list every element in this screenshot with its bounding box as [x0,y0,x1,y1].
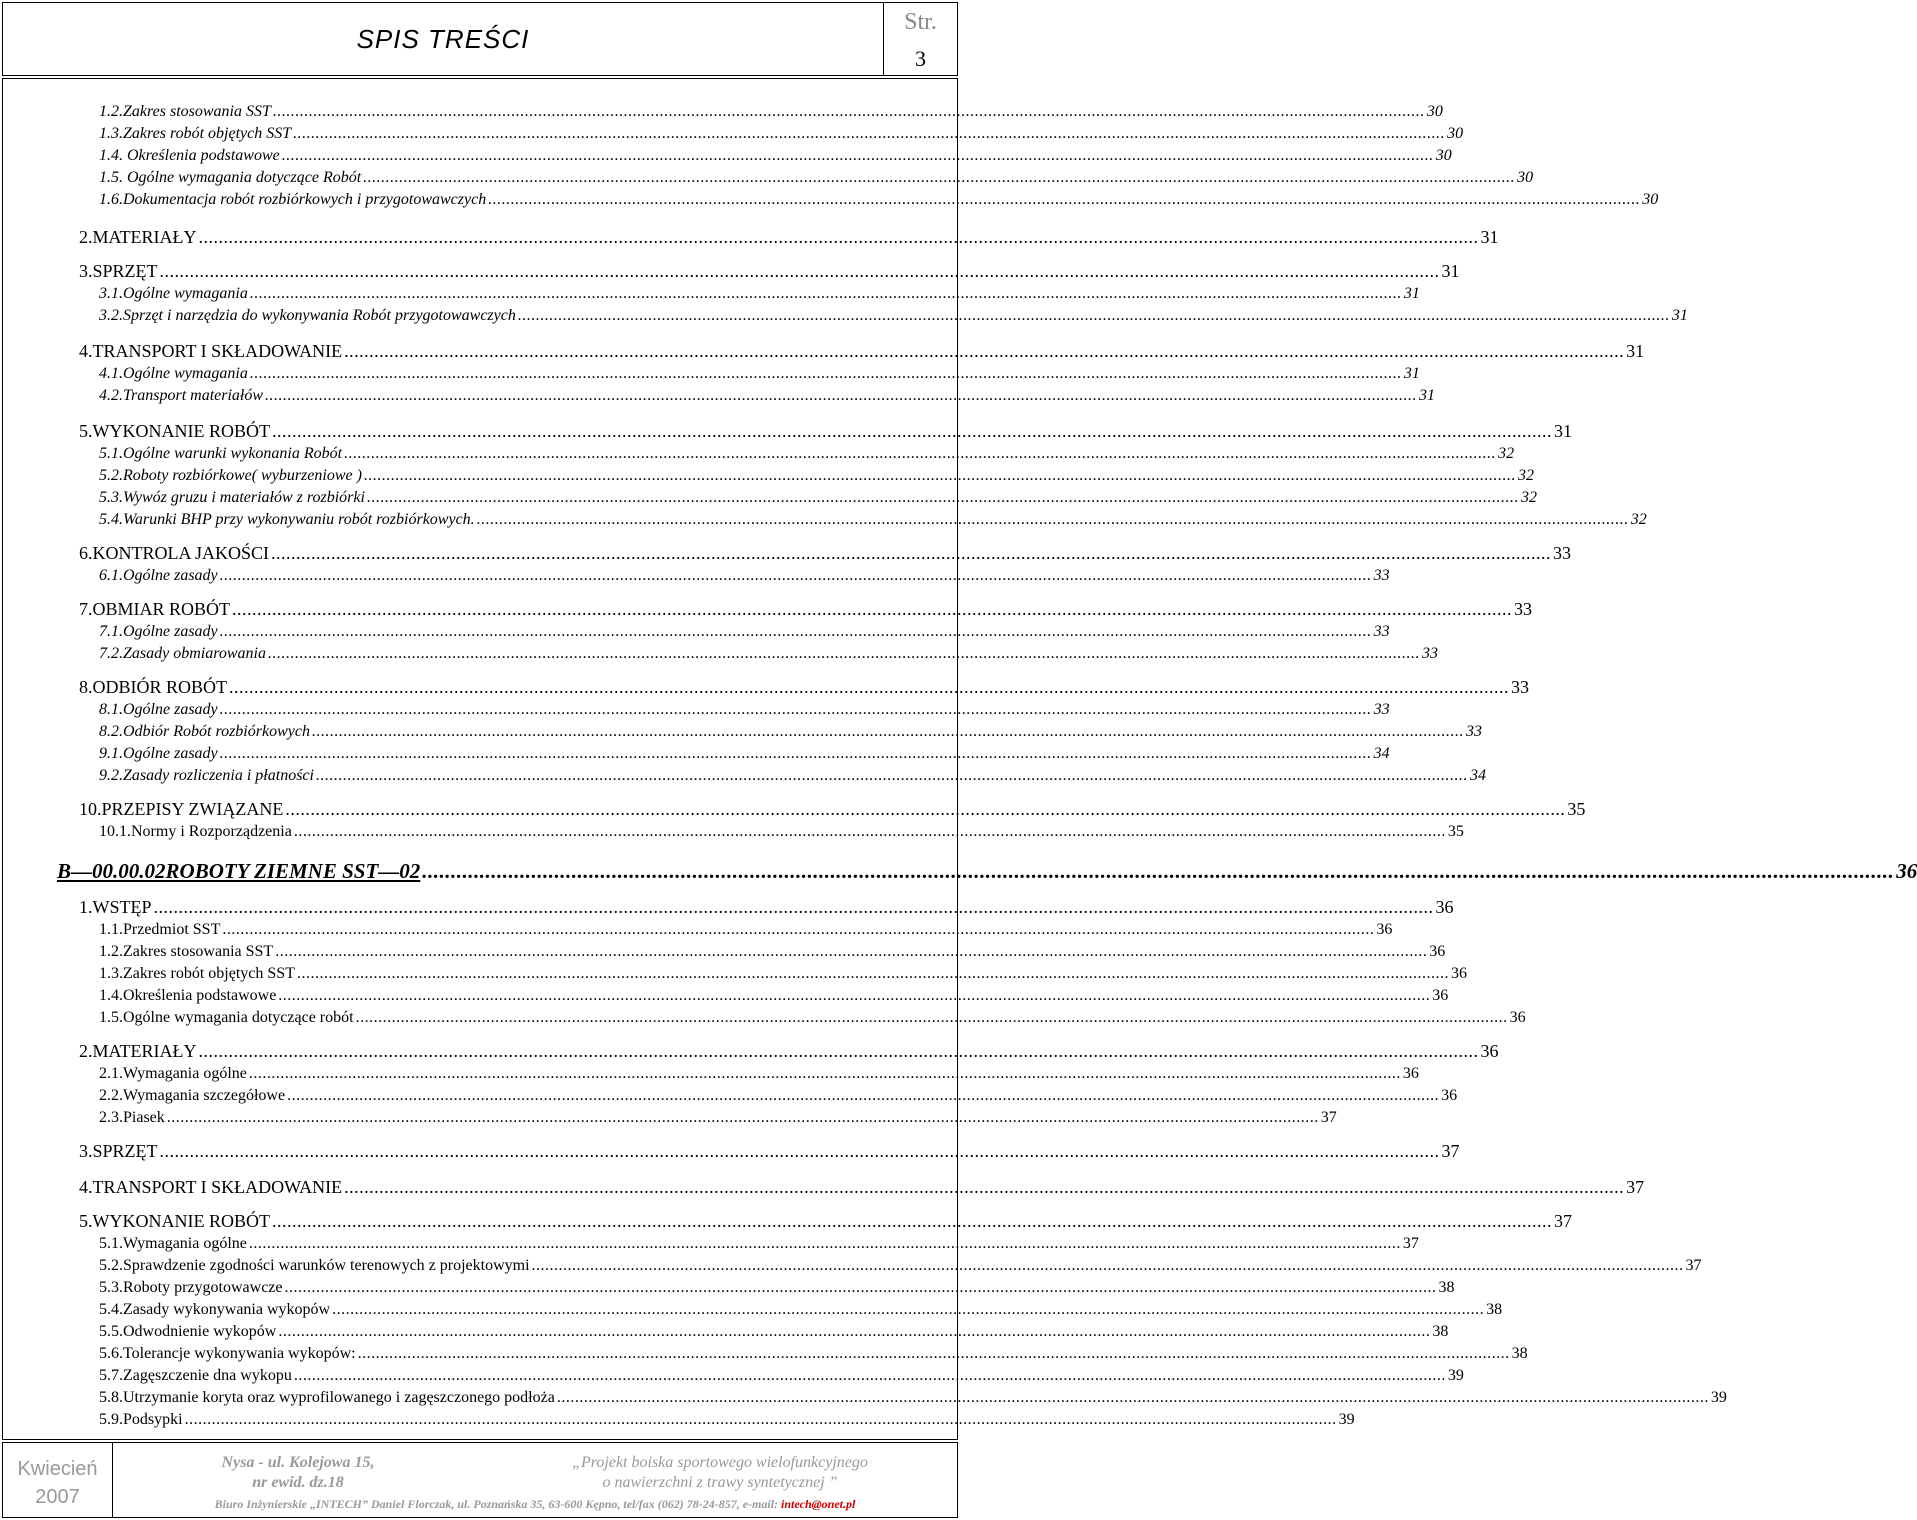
toc-entry-page: 33 [1373,623,1390,640]
toc-leader-dots [160,1141,1440,1162]
toc-leader-dots [312,723,1464,741]
toc-entry-label: 1.6.Dokumentacja robót rozbiórkowych i przygotowawczych [99,191,487,208]
document-title: SPIS TREŚCI [356,23,530,54]
toc-leader-dots [249,1235,1401,1253]
toc-entry-page: 31 [1403,365,1420,382]
toc-entry[interactable] [99,567,1390,585]
toc-entry-page: 34 [1469,767,1486,784]
page-number-cell [883,3,957,75]
toc-entry-label: 7.1.Ogólne zasady [99,623,218,640]
toc-entry-label: 4.TRANSPORT I SKŁADOWANIE [79,1177,343,1197]
toc-leader-dots [557,1389,1709,1407]
toc-entry[interactable] [99,1109,1337,1127]
toc-leader-dots [272,421,1552,442]
header-title-cell [3,3,883,75]
toc-entry[interactable] [99,1367,1464,1385]
toc-entry-page: 36 [1429,943,1446,960]
toc-entry-label: 1.3.Zakres robót objętych SST [99,965,295,982]
toc-entry-label: 4.1.Ogólne wymagania [99,365,248,382]
toc-leader-dots [278,987,1430,1005]
toc-entry-label: 6.1.Ogólne zasady [99,567,218,584]
toc-leader-dots [272,1211,1552,1232]
toc-entry-label: 2.2.Wymagania szczegółowe [99,1087,286,1104]
toc-entry-label: 6.KONTROLA JAKOŚCI [79,543,270,563]
toc-entry-label: 5.3.Roboty przygotowawcze [99,1279,283,1296]
toc-entry[interactable] [99,1345,1528,1363]
toc-entry[interactable] [99,965,1467,983]
toc-entry-page: 36 [1435,897,1454,917]
toc-entry[interactable] [99,467,1534,485]
toc-leader-dots [316,767,1468,785]
footer-email-link[interactable]: intech@onet.pl [781,1497,856,1511]
toc-leader-dots [344,1177,1624,1198]
toc-entry-page: 36 [1480,1041,1499,1061]
toc-entry-label: 9.2.Zasady rozliczenia i płatności [99,767,314,784]
toc-entry-page: 38 [1438,1279,1455,1296]
toc-entry[interactable] [99,987,1449,1005]
page-header [2,2,958,76]
toc-entry-label: 9.1.Ogólne zasady [99,745,218,762]
toc-entry-label: 1.5. Ogólne wymagania dotyczące Robót [99,169,362,186]
toc-leader-dots [287,1087,1439,1105]
toc-entry-page: 31 [1671,307,1688,324]
toc-leader-dots [293,125,1445,143]
toc-leader-dots [364,467,1516,485]
toc-leader-dots [220,567,1372,585]
toc-leader-dots [518,307,1670,325]
toc-entry[interactable] [99,1389,1727,1407]
toc-entry-page: 38 [1511,1345,1528,1362]
toc-entry-page: 33 [1421,645,1438,662]
toc-leader-dots [285,799,1565,820]
toc-entry-page: 36 [1432,987,1449,1004]
toc-entry-page: 39 [1710,1389,1727,1406]
toc-entry[interactable] [79,543,1572,564]
toc-entry[interactable] [99,823,1464,841]
toc-entry-page: 31 [1553,421,1572,441]
toc-leader-dots [250,285,1402,303]
footer-project [483,1443,957,1495]
toc-entry-label: 2.MATERIAŁY [79,1041,197,1061]
toc-entry[interactable] [99,1065,1419,1083]
toc-leader-dots [358,1345,1510,1363]
toc-entry-label: 3.1.Ogólne wymagania [99,285,248,302]
toc-leader-dots [275,943,1427,961]
toc-leader-dots [220,745,1372,763]
toc-leader-dots [232,599,1512,620]
footer-date-month: Kwiecień [17,1458,98,1480]
toc-entry-label: 5.1.Wymagania ogólne [99,1235,247,1252]
toc-entry-label: 5.1.Ogólne warunki wykonania Robót [99,445,343,462]
toc-entry[interactable] [79,341,1645,362]
toc-leader-dots [532,1257,1684,1275]
toc-entry-page: 30 [1517,169,1534,186]
toc-frame [2,78,1917,1440]
toc-entry-label: 1.4.Określenia podstawowe [99,987,277,1004]
page-number: 3 [915,46,926,71]
toc-entry[interactable] [99,285,1420,303]
toc-entry[interactable] [99,701,1390,719]
toc-leader-dots [220,701,1372,719]
toc-entry-page: 37 [1402,1235,1419,1252]
toc-entry[interactable] [79,1177,1645,1198]
toc-leader-dots [167,1109,1319,1127]
toc-entry[interactable] [99,1009,1526,1027]
toc-leader-dots [278,1323,1430,1341]
toc-entry-page: 35 [1567,799,1586,819]
footer-date [3,1443,113,1517]
toc-entry-page: 30 [1435,147,1452,164]
toc-entry-page: 31 [1403,285,1420,302]
toc-entry-label: 8.2.Odbiór Robót rozbiórkowych [99,723,310,740]
toc-entry-label: 3.SPRZĘT [79,261,158,281]
toc-entry-label: 10.PRZEPISY ZWIĄZANE [79,799,284,819]
toc-entry-label: 5.WYKONANIE ROBÓT [79,421,270,441]
toc-entry-page: 33 [1465,723,1482,740]
toc-entry-label: 7.OBMIAR ROBÓT [79,599,231,619]
toc-entry-label: 10.1.Normy i Rozporządzenia [99,823,292,840]
footer-location-line2: nr ewid. dz.18 [252,1474,344,1491]
toc-entry[interactable] [79,1041,1499,1062]
toc-leader-dots [367,489,1519,507]
toc-leader-dots [297,965,1449,983]
toc-entry[interactable] [99,723,1482,741]
toc-entry-page: 32 [1517,467,1534,484]
footer-location-line1: Nysa - ul. Kolejowa 15, [221,1454,375,1471]
toc-entry[interactable] [99,387,1436,405]
toc-entry[interactable] [79,227,1499,248]
toc-leader-dots [268,645,1420,663]
toc-entry-label: 2.MATERIAŁY [79,227,197,247]
toc-entry[interactable] [99,1411,1355,1429]
toc-entry-page: 33 [1511,677,1530,697]
toc-entry[interactable] [79,677,1530,698]
toc-entry-label: B—00.00.02 [57,859,166,883]
toc-entry-page: 37 [1685,1257,1702,1274]
toc-entry[interactable] [99,365,1420,383]
toc-leader-dots [220,623,1372,641]
toc-leader-dots [344,445,1496,463]
toc-leader-dots [160,261,1440,282]
toc-entry-label: 5.7.Zagęszczenie dna wykopu [99,1367,292,1384]
toc-entry[interactable] [99,147,1452,165]
toc-leader-dots [185,1411,1337,1429]
toc-entry-label: 5.2.Sprawdzenie zgodności warunków terenowych z projektowymi [99,1257,530,1274]
toc-leader-dots [271,543,1551,564]
page-label: Str. [904,9,937,35]
toc-entry[interactable] [79,1141,1460,1162]
toc-entry-label: 1.5.Ogólne wymagania dotyczące robót [99,1009,354,1026]
toc-entry-page: 33 [1514,599,1533,619]
toc-entry[interactable] [79,421,1572,442]
toc-entry-page: 37 [1441,1141,1460,1161]
footer-project-line1: „Projekt boiska sportowego wielofunkcyjnego [572,1454,868,1471]
toc-entry[interactable] [99,1257,1702,1275]
toc-entry[interactable] [99,125,1464,143]
toc-entry-page: 36 [1441,1087,1458,1104]
toc-entry[interactable] [99,103,1443,121]
toc-entry-label: 5.4.Zasady wykonywania wykopów [99,1301,331,1318]
toc-entry-label: 4.2.Transport materiałów [99,387,264,404]
toc-entry-label: 3.SPRZĘT [79,1141,158,1161]
toc-entry[interactable] [99,1323,1449,1341]
toc-entry-label: 5.6.Tolerancje wykonywania wykopów: [99,1345,356,1362]
toc-entry-page: 35 [1447,823,1464,840]
footer-date-year: 2007 [35,1486,80,1508]
toc-leader-dots [250,365,1402,383]
toc-leader-dots [285,1279,1437,1297]
toc-entry[interactable] [99,489,1537,507]
toc-entry-label: 1.4. Określenia podstawowe [99,147,280,164]
page-footer [2,1442,958,1518]
toc-leader-dots [265,387,1417,405]
toc-entry-label: 2.1.Wymagania ogólne [99,1065,247,1082]
toc-leader-dots [222,921,1374,939]
toc-entry[interactable] [79,1211,1572,1232]
toc-entry-page: 31 [1480,227,1499,247]
toc-entry-label: 1.2.Zakres stosowania SST [99,103,271,120]
toc-entry[interactable] [99,943,1446,961]
toc-entry[interactable] [99,745,1390,763]
footer-company [113,1497,957,1512]
toc-entry[interactable] [99,169,1534,187]
toc-leader-dots [344,341,1624,362]
toc-entry[interactable] [99,1235,1419,1253]
toc-entry-label: 5.2.Roboty rozbiórkowe( wyburzeniowe ) [99,467,362,484]
toc-entry[interactable] [99,445,1515,463]
toc-entry-page: 30 [1447,125,1464,142]
toc-leader-dots [294,1367,1446,1385]
toc-entry-page: 36 [1376,921,1393,938]
toc-entry-label: 5.5.Odwodnienie wykopów [99,1323,277,1340]
toc-leader-dots [154,897,1434,918]
toc-entry-label: 4.TRANSPORT I SKŁADOWANIE [79,341,343,361]
toc-entry-label: 1.3.Zakres robót objętych SST [99,125,292,142]
footer-location [113,1443,483,1495]
toc-entry-page: 36 [1509,1009,1526,1026]
toc-entry-page: 32 [1630,511,1647,528]
toc-leader-dots [282,147,1434,165]
toc-entry-label: 5.3.Wywóz gruzu i materiałów z rozbiórki [99,489,365,506]
toc-entry[interactable] [79,799,1586,820]
toc-leader-dots [488,191,1640,209]
toc-entry-page: 30 [1642,191,1659,208]
toc-entry-label: 5.WYKONANIE ROBÓT [79,1211,270,1231]
toc-entry-page: 39 [1338,1411,1355,1428]
toc-entry[interactable] [99,191,1659,209]
toc-entry[interactable] [99,511,1647,529]
toc-entry-page: 32 [1498,445,1515,462]
toc-entry-page: 38 [1432,1323,1449,1340]
toc-entry[interactable] [99,623,1390,641]
toc-leader-dots [249,1065,1401,1083]
toc-entry-page: 37 [1553,1211,1572,1231]
toc-entry-page: 39 [1447,1367,1464,1384]
toc-entry-page: 31 [1626,341,1645,361]
toc-entry-page: 33 [1373,701,1390,718]
toc-entry-page: 32 [1520,489,1537,506]
toc-entry-page: 30 [1426,103,1443,120]
toc-entry-page: 36 [1402,1065,1419,1082]
toc-leader-dots [294,823,1446,841]
toc-entry[interactable] [79,897,1454,918]
toc-entry[interactable] [79,261,1460,282]
toc-entry-page: 36 [1450,965,1467,982]
toc-entry[interactable] [99,1087,1458,1105]
toc-entry-label: 3.2.Sprzęt i narzędzia do wykonywania Robót przygotowawczych [99,307,516,324]
toc-entry-label: 8.1.Ogólne zasady [99,701,218,718]
toc-entry-label: 2.3.Piasek [99,1109,165,1126]
toc-entry-page: 36 [1896,859,1917,883]
toc-entry[interactable] [99,767,1486,785]
toc-leader-dots [422,859,1894,884]
toc-leader-dots [477,511,1629,529]
toc-entry[interactable] [99,307,1688,325]
toc-entry-label: 7.2.Zasady obmiarowania [99,645,266,662]
toc-entry[interactable] [99,645,1438,663]
toc-leader-dots [199,1041,1479,1062]
toc-entry-title: ROBOTY ZIEMNE SST—02 [165,859,421,883]
toc-leader-dots [332,1301,1484,1319]
toc-entry-page: 34 [1373,745,1390,762]
footer-company-text: Biuro Inżynierskie „INTECH” Daniel Florczak, ul. Poznańska 35, 63-600 Kępno, tel/fax (062) 78-24-857, e-mail: [214,1497,782,1511]
toc-entry[interactable] [79,599,1533,620]
toc-entry-label: 1.1.Przedmiot SST [99,921,221,938]
toc-entry-page: 37 [1626,1177,1645,1197]
toc-leader-dots [356,1009,1508,1027]
toc-entry[interactable] [99,1279,1455,1297]
toc-entry-page: 31 [1419,387,1436,404]
footer-project-line2: o nawierzchni z trawy syntetycznej ” [602,1474,838,1491]
toc-leader-dots [229,677,1509,698]
toc-entry-label: 8.ODBIÓR ROBÓT [79,677,228,697]
toc-entry-page: 37 [1320,1109,1337,1126]
toc-leader-dots [363,169,1515,187]
toc-entry-label: 5.8.Utrzymanie koryta oraz wyprofilowanego i zagęszczonego podłoża [99,1389,555,1406]
toc-entry-label: 5.9.Podsypki [99,1411,183,1428]
toc-leader-dots [199,227,1479,248]
toc-entry[interactable] [99,1301,1503,1319]
toc-entry-page: 31 [1441,261,1460,281]
toc-entry-page: 33 [1373,567,1390,584]
toc-entry-page: 38 [1486,1301,1503,1318]
toc-entry-label: 1.WSTĘP [79,897,152,917]
toc-entry[interactable] [57,859,1917,884]
toc-entry-label: 5.4.Warunki BHP przy wykonywaniu robót rozbiórkowych. [99,511,475,528]
toc-leader-dots [273,103,1425,121]
toc-entry[interactable] [99,921,1393,939]
toc-entry-page: 33 [1553,543,1572,563]
toc-entry-label: 1.2.Zakres stosowania SST [99,943,274,960]
